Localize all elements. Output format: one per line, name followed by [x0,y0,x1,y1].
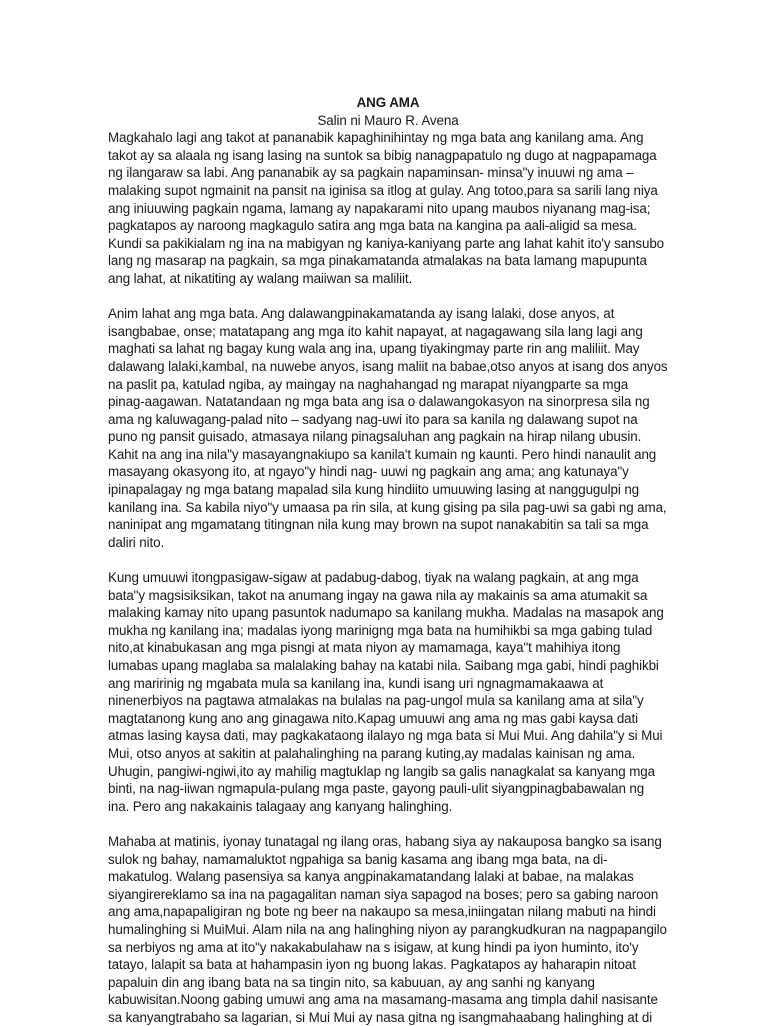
document-subtitle: Salin ni Mauro R. Avena [317,112,459,128]
paragraph-2: Anim lahat ang mga bata. Ang dalawangpinakamatanda ay isang lalaki, dose anyos, at isangbabae, onse; matatapang ang mga ito kahit napayat, at nagagawang sila lang lagi ang maghati sa lahat ng bagay kung wala ang ina, upang tiyakingmay parte rin ang maliliit. May dalawang lalaki,kambal, na nuwebe anyos, isang maliit na babae,otso anyos at isang dos anyos na paslit pa, katulad ngiba, ay maingay na naghahangad ng marapat niyangparte sa mga pinag-aagawan. Natatandaan ng mga bata ang isa o dalawangokasyon na sinorpresa sila ng ama ng kaluwagang-palad nito – sadyang nag-uwi ito para sa kanila ng dalawang supot na puno ng pansit guisado, atmasaya nilang pinagsaluhan ang pagkain na hirap nilang ubusin. Kahit na ang ina nila"y masayangnakiupo sa kanila't kumain ng kaunti. Pero hindi nanaulit ang masayang okasyong ito, at ngayo"y hindi nag- uuwi ng pagkain ang ama; ang katunaya"y ipinapalagay ng mga batang mapalad sila kung hindiito umuuwing lasing at nanggugulpi ng kanilang ina. Sa kabila niyo"y umaasa pa rin sila, at kung gising pa sila pag-uwi sa gabi ng ama, naninipat ang mgamatang titingnan nila kung may brown na supot nanakabitin sa tali sa mga daliri nito. [108,306,668,550]
paragraph-1: Magkahalo lagi ang takot at pananabik kapaghinihintay ng mga bata ang kanilang ama. Ang takot ay sa alaala ng isang lasing na suntok sa bibig nanagpapatulo ng dugo at nagpapamaga ng ilangaraw sa labi. Ang pananabik ay sa pagkain napaminsan- minsa"y inuuwi ng ama – malaking supot ngmainit na pansit na iginisa sa itlog at gulay. Ang totoo,para sa sarili lang niya ang iniuuwing pagkain ngama, lamang ay napakarami nito upang maubos niyanang mag-isa; pagkatapos ay naroong magkagulo satira ang mga bata na kangina pa aali-aligid sa mesa. Kundi sa pakikialam ng ina na mabigyan ng kaniya-kaniyang parte ang lahat kahit ito'y sansubo lang ng masarap na pagkain, sa mga pinakamatanda atmalakas na bata lamang mapupunta ang lahat, at nikatiting ay walang maiiwan sa maliliit. [108,130,665,286]
document-page [108,94,668,1026]
paragraph-4: Mahaba at matinis, iyonay tunatagal ng ilang oras, habang siya ay nakauposa bangko sa isang sulok ng bahay, namamaluktot ngpahiga sa banig kasama ang ibang mga bata, na di-makatulog. Walang pasensiya sa kanya angpinakamatandang lalaki at babae, na malakas siyangirereklamo sa ina na pagagalitan naman siya sapagod na boses; pero sa gabing naroon ang ama,napapaligiran ng bote ng beer na nakaupo sa mesa,iniingatan nilang mabuti na hindi humalinghing si MuiMui. Alam nila na ang halinghing niyon ay parangkudkuran na nagpapangilo sa nerbiyos ng ama at ito"y nakakabulahaw na s isigaw, at kung hindi pa iyon huminto, ito'y tatayo, lalapit sa bata at hahampasin iyon ng buong lakas. Pagkatapos ay haharapin nitoat papaluin din ang ibang bata na sa tingin nito, sa kabuuan, ay ang sanhi ng kanyang kabuwisitan.Noong gabing umuwi ang ama na masamang-masama ang timpla dahil nasisante sa kanyangtrabaho sa lagarian, si Mui Mui ay nasa gitna ng isangmahaabang halinghing at di [108,833,667,1025]
document-title: ANG AMA [356,95,420,110]
paragraph-3: Kung umuuwi itongpasigaw-sigaw at padabug-dabog, tiyak na walang pagkain, at ang mga bata"y magsisiksikan, takot na anumang ingay na gawa nila ay makainis sa ama atumakit sa malaking kamay nito upang pasuntok nadumapo sa kanilang mukha. Madalas na masapok ang mukha ng kanilang ina; madalas iyong marinigng mga bata na humihikbi sa mga gabing tulad nito,at kinabukasan ang mga pisngi at mata niyon ay mamamaga, kaya"t mahihiya itong lumabas upang maglaba sa malalaking bahay na katabi nila. Saibang mga gabi, hindi paghikbi ang maririnig ng mgabata mula sa kanilang ina, kundi isang uri ngnagmamakaawa at ninenerbiyos na pagtawa atmalakas na bulalas na pag-ungol mula sa kanilang ama at sila"y magtatanong kung ano ang ginagawa nito.Kapag umuuwi ang ama ng mas gabi kaysa dati atmas lasing kaysa dati, may pagkakataong ilalayo ng mga bata si Mui Mui. Ang dahila"y si Mui Mui, otso anyos at sakitin at palahalinghing na parang kuting,ay madalas kainisan ng ama. Uhugin, pangiwi-ngiwi,ito ay mahilig magtuklap ng langib sa galis nanagkalat sa kanyang mga binti, na nag-iiwan ngmapula-pulang mga paste, gayong pauli-ulit siyangpinagbabawalan ng ina. Pero ang nakakainis talagaay ang kanyang halinghing. [108,570,664,814]
